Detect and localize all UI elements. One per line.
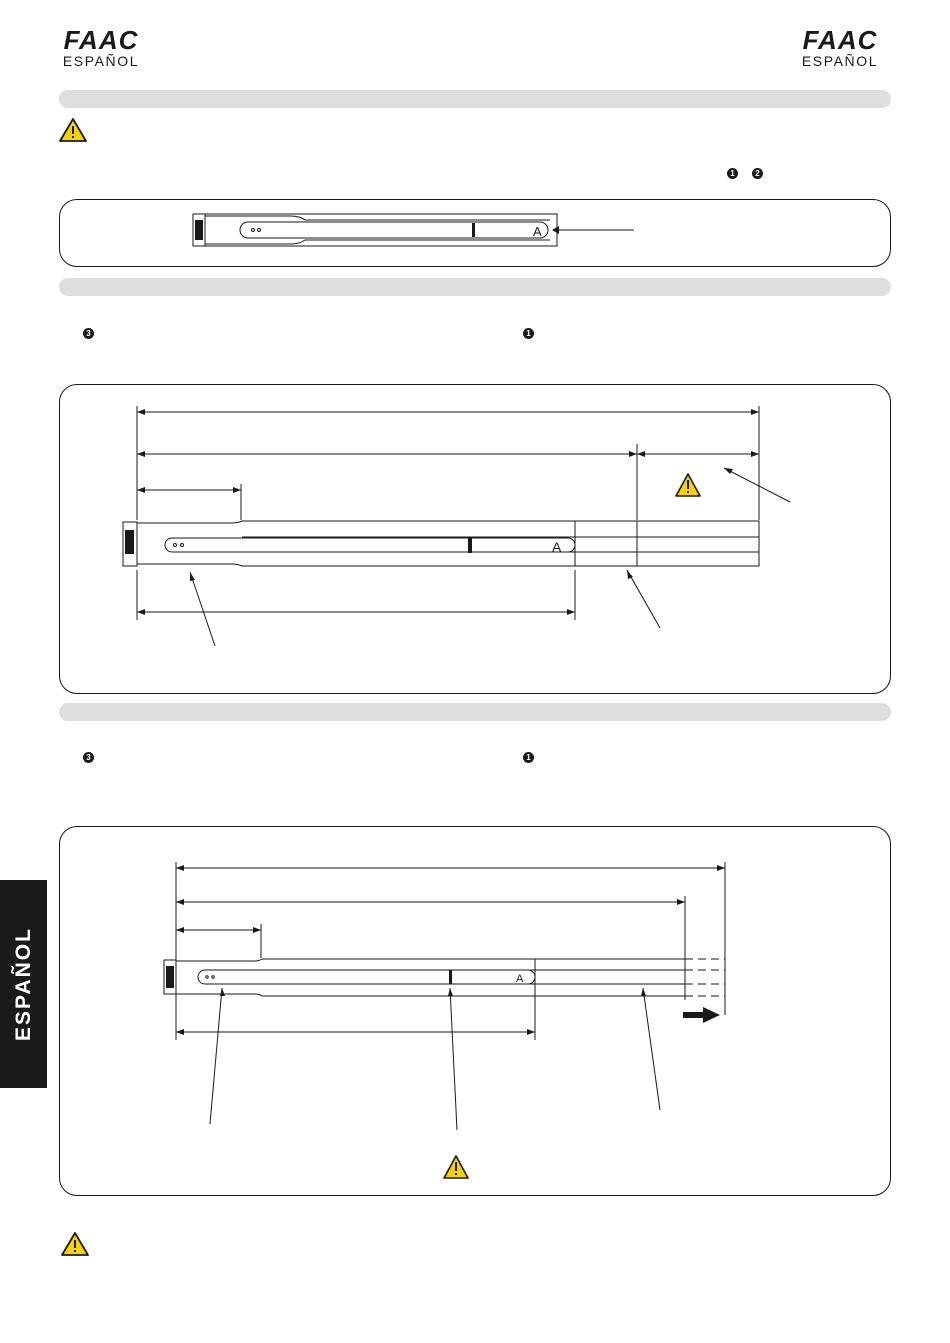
step-badge-1c: 1 (523, 752, 534, 763)
beam-letter: A (552, 539, 562, 555)
warning-triangle-icon (60, 1231, 90, 1257)
warning-triangle-icon (444, 1156, 468, 1178)
side-tab-label: ESPAÑOL (11, 927, 35, 1041)
beam-letter: A (516, 973, 524, 985)
language-label-left: ESPAÑOL (62, 53, 140, 69)
step-badge-2: 2 (752, 168, 763, 179)
step-badge-3b: 3 (83, 752, 94, 763)
faac-logo: FAAC (802, 25, 878, 55)
language-label-right: ESPAÑOL (801, 53, 879, 69)
faac-logo: FAAC (63, 25, 139, 55)
step-badge-3: 3 (83, 328, 94, 339)
step-badge-1: 1 (727, 168, 738, 179)
step-badge-1b: 1 (523, 328, 534, 339)
language-side-tab (0, 880, 47, 1088)
beam-letter: A (533, 224, 542, 239)
arrow-right-icon (683, 1007, 720, 1023)
